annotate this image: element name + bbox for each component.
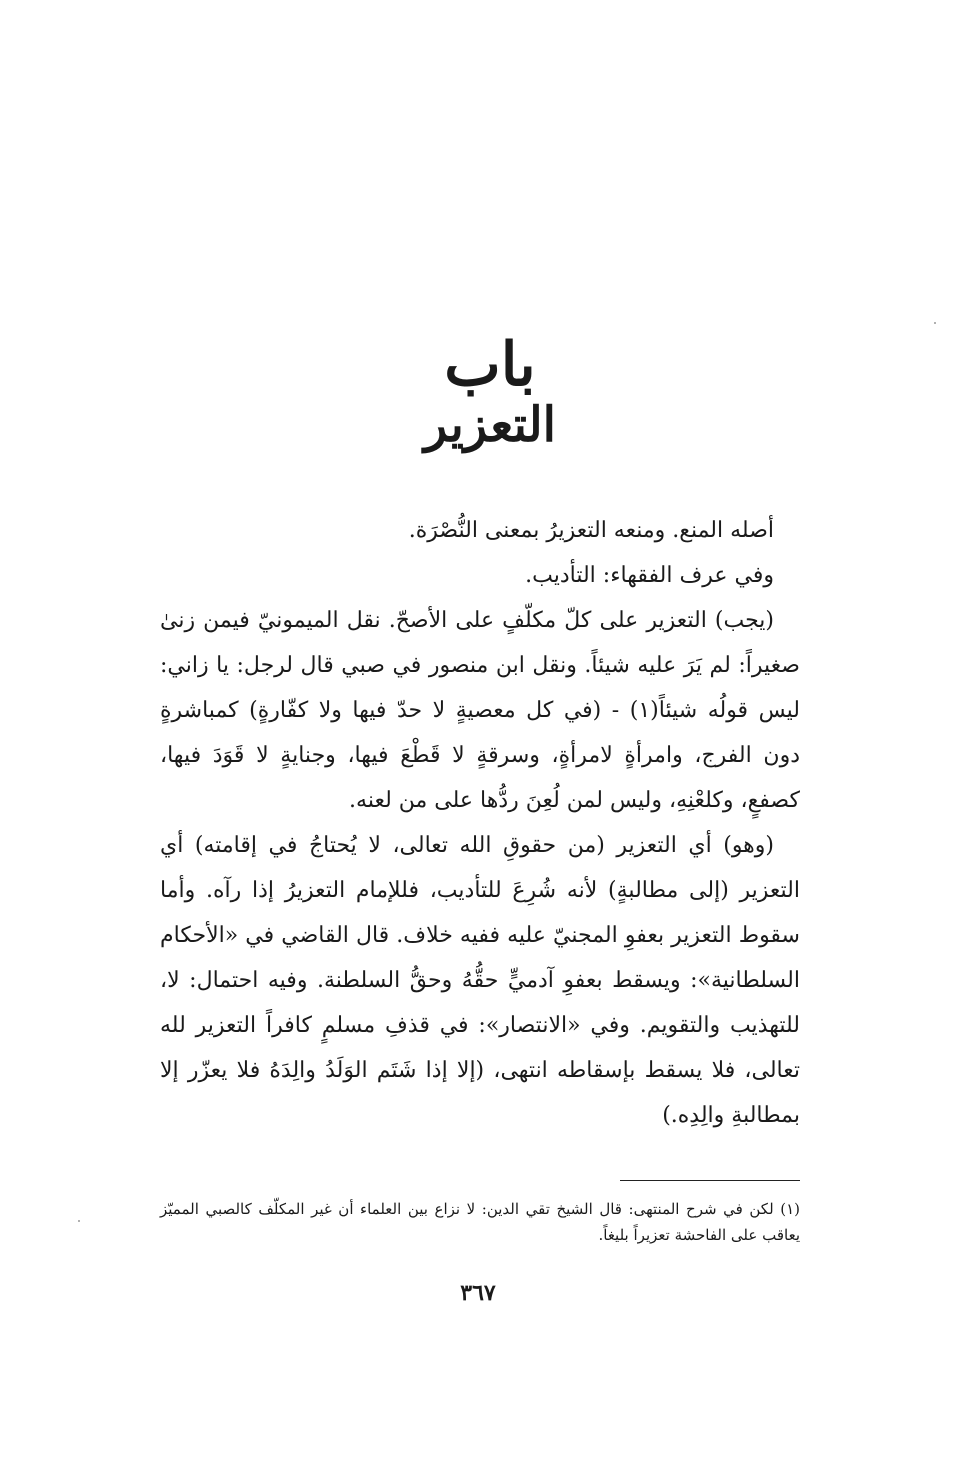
chapter-word: باب: [444, 330, 536, 400]
chapter-heading: [340, 330, 640, 470]
body-text: [160, 508, 800, 1138]
scan-speck: [934, 322, 936, 324]
paragraph: (وهو) أي التعزير (من حقوقِ الله تعالى، لا يُحتاجُ في إقامته) أي التعزير (إلى مطالبةٍ) لأنه شُرِعَ للتأديب، فللإمام التعزيرُ إذا رآه. وأما سقوط التعزير بعفوِ المجنيّ عليه ففيه خلاف. قال القاضي في «الأحكام السلطانية»: ويسقط بعفوِ آدميٍّ حقُّهُ وحقُّ السلطنة. وفيه احتمال: لا، للتهذيب والتقويم. وفي «الانتصار»: في قذفِ مسلمٍ كافراً التعزير لله تعالى، فلا يسقط بإسقاطه انتهى، (إلا إذا شَتَم الوَلَدُ والِدَهُ فلا يعزّر إلا بمطالبةِ والِدِه.): [160, 833, 800, 1128]
scan-speck: [78, 1220, 80, 1222]
page-number: ٣٦٧: [460, 1280, 496, 1306]
chapter-title: التعزير: [424, 397, 556, 453]
paragraph: أصله المنع. ومنعه التعزيرُ بمعنى النُّصْرَة.: [408, 518, 774, 543]
paragraph: وفي عرف الفقهاء: التأديب.: [525, 563, 774, 588]
paragraph: (يجب) التعزير على كلّ مكلّفٍ على الأصحّ. نقل الميمونيّ فيمن زنىٰ صغيراً: لم يَرَ عليه شيئاً. ونقل ابن منصور في صبي قال لرجل: يا زاني: ليس قولُه شيئاً(١) - (في كل معصيةٍ لا حدّ فيها ولا كفّارةٍ) كمباشرةٍ دون الفرج، وامرأةٍ لامرأةٍ، وسرقةٍ لا قَطْعَ فيها، وجنايةٍ لا قَوَدَ فيها، كصفعٍ، وكلعْنِهِ، وليس لمن لُعِنَ ردُّها على من لعنه.: [160, 608, 800, 813]
footnote: (١) لكن في شرح المنتهى: قال الشيخ تقي الدين: لا نزاع بين العلماء أن غير المكلّف كالصبي المميّز يعاقب على الفاحشة تعزيراً بليغاً.: [160, 1200, 800, 1244]
footnote-divider: [620, 1180, 800, 1181]
